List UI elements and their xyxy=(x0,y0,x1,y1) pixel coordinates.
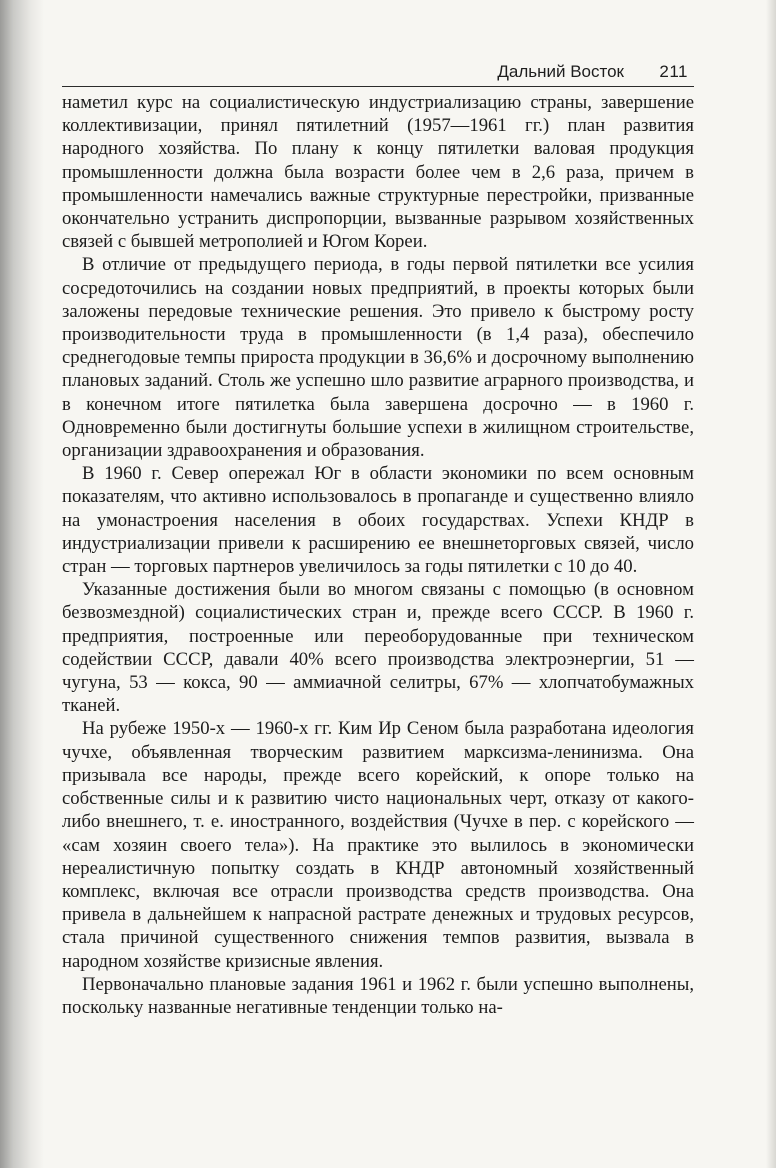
paragraph: Указанные достижения были во многом связаны с помощью (в основном безвозмездной) социалистических стран и, прежде всего СССР. В 1960 г. предприятия, построенные или переоборудованные при техническом содействии СССР, давали 40% всего производства электроэнергии, 51 — чугуна, 53 — кокса, 90 — аммиачной селитры, 67% — хлопчатобумажных тканей. xyxy=(62,579,694,717)
paragraph: На рубеже 1950-х — 1960-х гг. Ким Ир Сеном была разработана идеология чучхе, объявленная творческим развитием марксизма-ленинизма. Она призывала все народы, прежде всего корейский, к опоре только на собственные силы и к развитию чисто национальных черт, отказу от какого-либо внешнего, т. е. иностранного, воздействия (Чучхе в пер. с корейского — «сам хозяин своего тела»). На практике это вылилось в экономически нереалистичную попытку создать в КНДР автономный хозяйственный комплекс, включая все отрасли производства средств производства. Она привела в дальнейшем к напрасной растрате денежных и трудовых ресурсов, стала причиной существенного снижения темпов развития, вызвала в народном хозяйстве кризисные явления. xyxy=(62,718,694,972)
paragraph: наметил курс на социалистическую индустриализацию страны, завершение коллективизации, принял пятилетний (1957—1961 гг.) план развития народного хозяйства. По плану к концу пятилетки валовая продукция промышленности должна была возрасти более чем в 2,6 раза, причем в промышленности намечались важные структурные перестройки, призванные окончательно устранить диспропорции, вызванные разрывом хозяйственных связей с бывшей метрополией и Югом Кореи. xyxy=(62,92,694,253)
page-edge-shadow xyxy=(766,0,776,1168)
paragraph: В отличие от предыдущего периода, в годы первой пятилетки все усилия сосредоточились на создании новых предприятий, в проекты которых были заложены передовые технические решения. Это привело к быстрому росту производительности труда в промышленности (в 1,4 раза), обеспечило среднегодовые темпы прироста продукции в 36,6% и досрочному выполнению плановых заданий. Столь же успешно шло развитие аграрного производства, и в конечном итоге пятилетка была завершена досрочно — в 1960 г. Одновременно были достигнуты большие успехи в жилищном строительстве, организации здравоохранения и образования. xyxy=(62,254,694,462)
paragraph: В 1960 г. Север опережал Юг в области экономики по всем основным показателям, что активно использовалось в пропаганде и существенно влияло на умонастроения населения в обоих государствах. Успехи КНДР в индустриализации привели к расширению ее внешнеторговых связей, число стран — торговых партнеров увеличилось за годы пятилетки с 10 до 40. xyxy=(62,463,694,578)
body-text xyxy=(62,91,694,1019)
page-number: 211 xyxy=(659,62,688,81)
running-header xyxy=(62,58,694,87)
paragraph: Первоначально плановые задания 1961 и 1962 г. были успешно выполнены, поскольку названные негативные тенденции только на- xyxy=(62,973,694,1018)
running-header-title: Дальний Восток xyxy=(497,62,624,81)
book-page xyxy=(62,58,694,1019)
binding-shadow xyxy=(0,0,44,1168)
